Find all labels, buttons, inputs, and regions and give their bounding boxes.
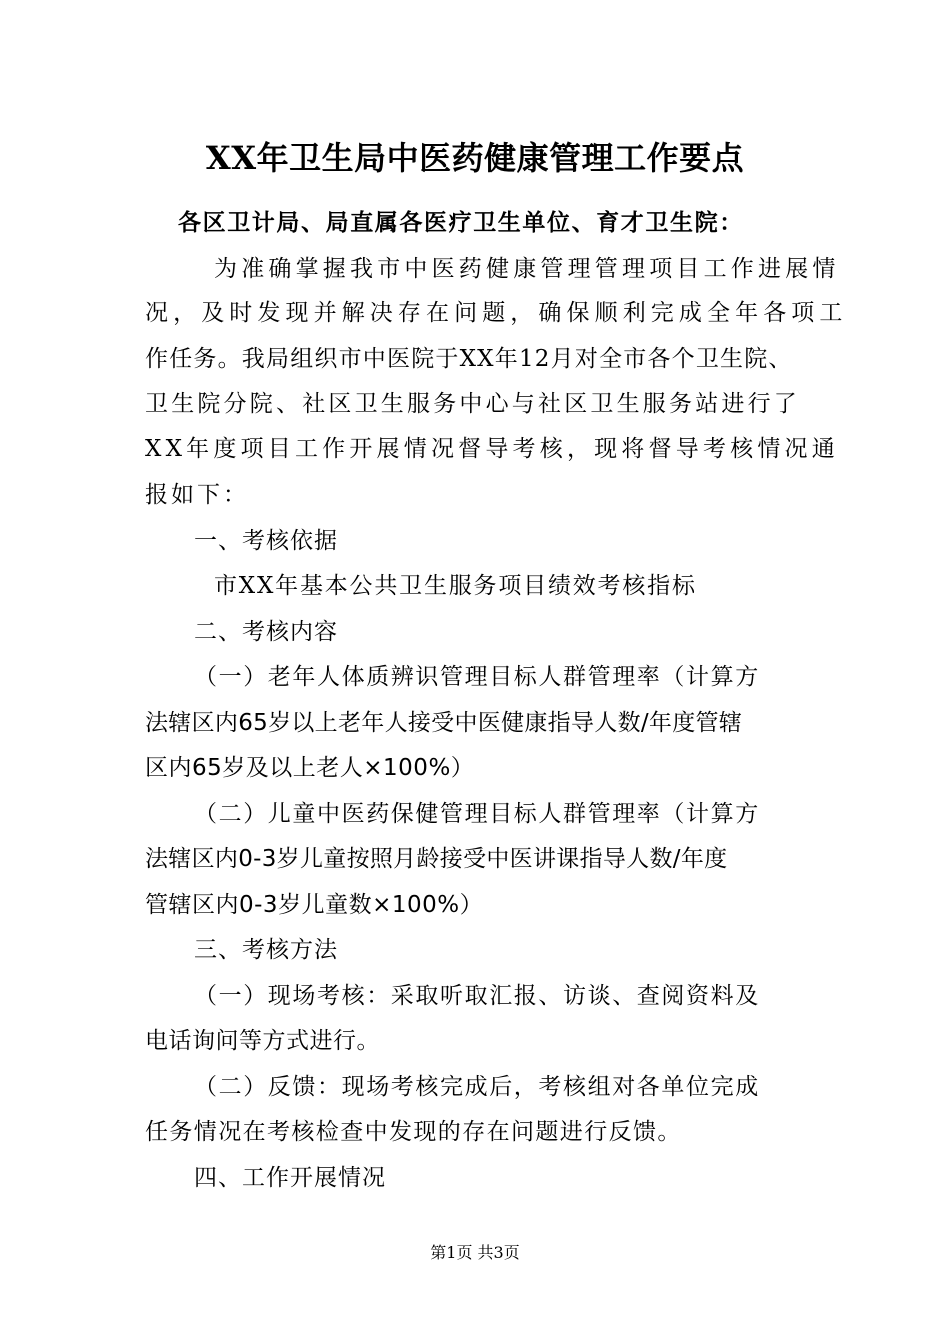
section-line: （一）现场考核：采取听取汇报、访谈、查阅资料及	[194, 983, 760, 1009]
intro-line: 作任务。我局组织市中医院于XX年12月对全市各个卫生院、	[145, 346, 793, 372]
intro-line: 报如下：	[145, 482, 249, 508]
document-title: XX年卫生局中医药健康管理工作要点	[205, 139, 745, 177]
section-line: 法辖区内65岁以上老年人接受中医健康指导人数/年度管辖	[145, 710, 743, 736]
section-heading: 一、考核依据	[194, 528, 338, 554]
section-heading: 三、考核方法	[194, 937, 338, 963]
section-heading: 四、工作开展情况	[194, 1165, 386, 1191]
page-number: 第1页 共3页	[430, 1243, 520, 1262]
intro-line: 卫生院分院、社区卫生服务中心与社区卫生服务站进行了	[145, 391, 800, 417]
section-line: 区内65岁及以上老人×100%）	[145, 755, 475, 781]
section-line: （二）儿童中医药保健管理目标人群管理率（计算方	[194, 801, 760, 827]
section-line: 电话询问等方式进行。	[145, 1028, 380, 1054]
intro-line: XX年度项目工作开展情况督导考核，现将督导考核情况通	[145, 436, 839, 462]
section-line: 法辖区内0-3岁儿童按照月龄接受中医讲课指导人数/年度	[145, 846, 728, 872]
section-line: 管辖区内0-3岁儿童数×100%）	[145, 892, 484, 918]
intro-line: 为准确掌握我市中医药健康管理管理项目工作进展情	[214, 256, 840, 282]
section-line: （一）老年人体质辨识管理目标人群管理率（计算方	[194, 664, 760, 690]
section-heading: 二、考核内容	[194, 619, 338, 645]
section-line: （二）反馈：现场考核完成后，考核组对各单位完成	[194, 1074, 760, 1100]
section-line: 市XX年基本公共卫生服务项目绩效考核指标	[214, 573, 697, 599]
section-line: 任务情况在考核检查中发现的存在问题进行反馈。	[145, 1119, 682, 1145]
salutation: 各区卫计局、局直属各医疗卫生单位、育才卫生院：	[178, 209, 744, 236]
intro-line: 况，及时发现并解决存在问题，确保顺利完成全年各项工	[145, 300, 848, 326]
